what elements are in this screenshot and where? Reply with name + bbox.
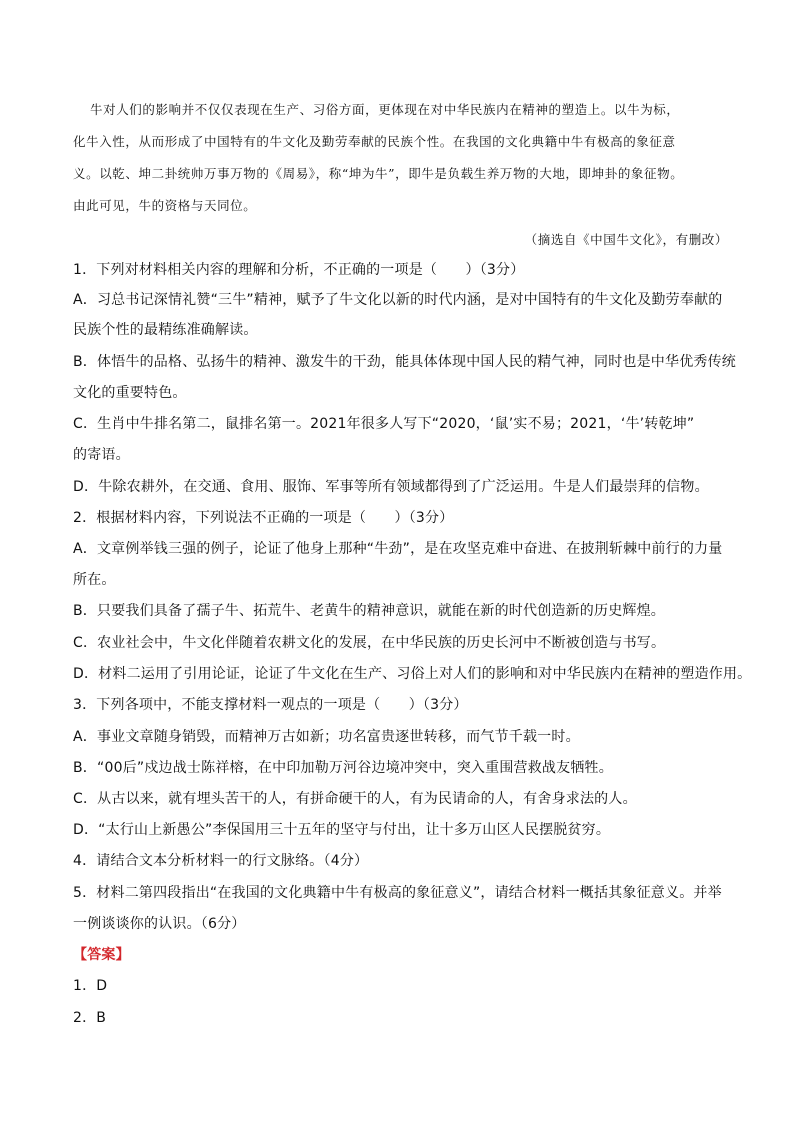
passage-source: （摘选自《中国牛文化》，有删改） xyxy=(524,232,728,247)
answer-item: 2．B xyxy=(73,1010,107,1026)
question-stem: 4．请结合文本分析材料一的行文脉络。（4分） xyxy=(73,853,369,869)
option-line: 文化的重要特色。 xyxy=(73,385,187,401)
passage-line: 牛对人们的影响并不仅仅表现在生产、习俗方面，更体现在对中华民族内在精神的塑造上。以牛为标， xyxy=(90,102,680,117)
answer-item: 1．D xyxy=(73,978,108,994)
question-stem: 一例谈谈你的认识。（6分） xyxy=(73,916,246,932)
question-stem: 2．根据材料内容，下列说法不正确的一项是（ ）（3分） xyxy=(73,510,454,526)
option-line: A．事业文章随身销毁，而精神万古如新；功名富贵逐世转移，而气节千载一时。 xyxy=(73,729,580,745)
option-line: B．只要我们具备了孺子牛、拓荒牛、老黄牛的精神意识，就能在新的时代创造新的历史辉煌。 xyxy=(73,603,666,619)
option-line: D．“太行山上新愚公”李保国用三十五年的坚守与付出，让十多万山区人民摆脱贫穷。 xyxy=(73,822,611,838)
passage-line: 由此可见，牛的资格与天同位。 xyxy=(73,198,257,213)
option-line: D．材料二运用了引用论证，论证了牛文化在生产、习俗上对人们的影响和对中华民族内在精神的塑造作用。 xyxy=(73,666,752,682)
option-line: D．牛除农耕外，在交通、食用、服饰、军事等所有领域都得到了广泛运用。牛是人们最崇拜的信物。 xyxy=(73,479,709,495)
option-line: C．生肖中牛排名第二，鼠排名第一。2021年很多人写下“2020，‘鼠’实不易；2021，‘牛’转乾坤” xyxy=(73,416,695,432)
option-line: A．文章例举钱三强的例子，论证了他身上那种“牛劲”，是在攻坚克难中奋进、在披荆斩棘中前行的力量 xyxy=(73,541,723,557)
option-line: A．习总书记深情礼赞“三牛”精神，赋予了牛文化以新的时代内涵，是对中国特有的牛文化及勤劳奉献的 xyxy=(73,292,723,308)
option-line: C．从古以来，就有埋头苦干的人，有拼命硬干的人，有为民请命的人，有舍身求法的人。 xyxy=(73,791,637,807)
question-stem: 1．下列对材料相关内容的理解和分析，不正确的一项是（ ）（3分） xyxy=(73,262,525,278)
answer-heading: 【答案】 xyxy=(73,947,130,963)
option-line: B．体悟牛的品格、弘扬牛的精神、激发牛的干劲，能具体体现中国人民的精气神，同时也是中华优秀传统 xyxy=(73,354,737,370)
option-line: B．“00后”戍边战士陈祥榕，在中印加勒万河谷边境冲突中，突入重围营救战友牺牲。 xyxy=(73,760,613,776)
option-line: 的寄语。 xyxy=(73,447,130,463)
option-line: 民族个性的最精练准确解读。 xyxy=(73,322,258,338)
option-line: C．农业社会中，牛文化伴随着农耕文化的发展，在中华民族的历史长河中不断被创造与书写。 xyxy=(73,635,666,651)
question-stem: 5．材料二第四段指出“在我国的文化典籍中牛有极高的象征意义”，请结合材料一概括其象征意义。并举 xyxy=(73,885,722,901)
option-line: 所在。 xyxy=(73,572,116,588)
passage-line: 义。以乾、坤二卦统帅万事万物的《周易》，称“坤为牛”，即牛是负载生养万物的大地，即坤卦的象征物。 xyxy=(73,166,684,181)
passage-line: 化牛入性，从而形成了中国特有的牛文化及勤劳奉献的民族个性。在我国的文化典籍中牛有极高的象征意 xyxy=(73,134,676,149)
question-stem: 3．下列各项中，不能支撑材料一观点的一项是（ ）（3分） xyxy=(73,697,468,713)
